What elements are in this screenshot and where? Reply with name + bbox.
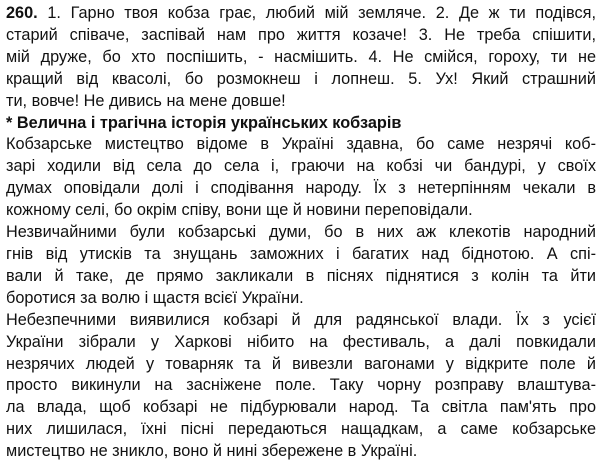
exercise-text: 1. Гарно твоя кобза грає, любий мій земляче. 2. Де ж ти подівся, [37,4,596,22]
paragraph-line: ла влада, щоб кобзарі не підбурювали народ. Та світла пам'ять про [6,398,596,417]
paragraph-line: незрячих людей у товарняк та й вивезли вагонами у відкрите поле й [6,354,596,373]
paragraph-line: кожному селі, бо окрім співу, вони ще й новини переповідали. [6,201,473,220]
exercise-line: мій друже, бо хто поспішить, - насмішить. 4. Не смійся, гороху, ти не [6,47,596,66]
paragraph-line: вали й таке, де прямо закликали в піснях піднятися з колін та йти [6,266,596,285]
paragraph-line: України зібрали у Харкові нібито на фестиваль, а далі повкидали [6,332,596,351]
exercise-line: старий співаче, заспівай нам про життя козаче! 3. Не треба спішити, [6,25,596,44]
paragraph-line: Незвичайними були кобзарські думи, бо в них аж клекотів народний [6,223,596,242]
paragraph-line: думах оповідали долі і сподівання народу. Їх з нетерпінням чекали в [6,179,596,198]
paragraph-line: мистецтво не зникло, воно й нині збережене в Україні. [6,442,418,461]
paragraph-line: зарі ходили від села до села і, граючи на кобзі чи бандурі, у своїх [6,157,596,176]
document-page [6,3,596,463]
section-heading: * Велична і трагічна історія українських кобзарів [6,113,402,132]
exercise-line: ти, вовче! Не дивись на мене довше! [6,91,286,110]
exercise-line: кращий від квасолі, бо розмокнеш і лопнеш. 5. Ух! Який страшний [6,69,596,88]
paragraph-line: Кобзарське мистецтво відоме в Україні здавна, бо саме незрячі коб- [6,135,596,154]
paragraph-line: Небезпечними виявилися кобзарі й для радянської влади. Їх з усієї [6,310,596,329]
exercise-line [6,3,596,25]
paragraph-line: них лишилася, їхні пісні передаються нащадкам, а саме кобзарське [6,420,596,439]
exercise-number: 260. [6,4,38,22]
paragraph-line: гнів від утисків та знущань заможних і багатих над біднотою. А спі- [6,244,596,263]
paragraph-line: просто викинули на засніжене поле. Таку чорну розправу влаштува- [6,376,596,395]
paragraph-line: боротися за волю і щастя всієї України. [6,288,304,307]
